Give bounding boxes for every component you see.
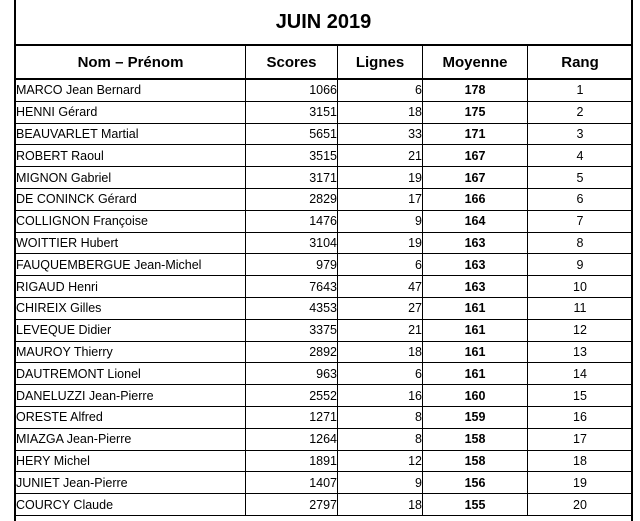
rank-cell: 1 (528, 79, 633, 101)
table-row (16, 450, 633, 472)
score-cell: 2829 (246, 188, 338, 210)
average-cell: 167 (423, 167, 528, 189)
lines-cell: 16 (338, 385, 423, 407)
table-row (16, 210, 633, 232)
score-cell: 1264 (246, 428, 338, 450)
lines-cell: 6 (338, 254, 423, 276)
lines-cell: 6 (338, 79, 423, 101)
average-cell: 155 (423, 494, 528, 516)
table-row (16, 254, 633, 276)
player-name: HENNI Gérard (16, 101, 246, 123)
score-cell: 2552 (246, 385, 338, 407)
average-cell: 158 (423, 428, 528, 450)
score-cell: 3375 (246, 319, 338, 341)
player-name: WOITTIER Hubert (16, 232, 246, 254)
header-lines: Lignes (338, 45, 423, 79)
lines-cell: 18 (338, 494, 423, 516)
header-name: Nom – Prénom (16, 45, 246, 79)
average-cell: 163 (423, 254, 528, 276)
rank-cell: 20 (528, 494, 633, 516)
average-cell: 159 (423, 406, 528, 428)
rank-cell: 5 (528, 167, 633, 189)
average-cell: 166 (423, 188, 528, 210)
score-cell: 1476 (246, 210, 338, 232)
table-row (16, 363, 633, 385)
player-name: COURCY Claude (16, 494, 246, 516)
average-cell: 161 (423, 341, 528, 363)
player-name: MARCO Jean Bernard (16, 79, 246, 101)
player-name: FAUQUEMBERGUE Jean-Michel (16, 254, 246, 276)
table-row (16, 319, 633, 341)
rank-cell: 2 (528, 101, 633, 123)
table-body (16, 79, 633, 515)
score-cell: 1066 (246, 79, 338, 101)
score-cell: 5651 (246, 123, 338, 145)
table-row (16, 297, 633, 319)
header-scores: Scores (246, 45, 338, 79)
score-cell: 1271 (246, 406, 338, 428)
player-name: RIGAUD Henri (16, 276, 246, 298)
lines-cell: 9 (338, 472, 423, 494)
table-row (16, 276, 633, 298)
rank-cell: 15 (528, 385, 633, 407)
table-row (16, 232, 633, 254)
score-cell: 979 (246, 254, 338, 276)
lines-cell: 12 (338, 450, 423, 472)
lines-cell: 27 (338, 297, 423, 319)
lines-cell: 47 (338, 276, 423, 298)
score-cell: 7643 (246, 276, 338, 298)
rank-cell: 4 (528, 145, 633, 167)
ranking-table (15, 44, 633, 516)
player-name: COLLIGNON Françoise (16, 210, 246, 232)
rank-cell: 7 (528, 210, 633, 232)
average-cell: 175 (423, 101, 528, 123)
average-cell: 163 (423, 276, 528, 298)
average-cell: 163 (423, 232, 528, 254)
average-cell: 167 (423, 145, 528, 167)
score-cell: 3104 (246, 232, 338, 254)
rank-cell: 9 (528, 254, 633, 276)
score-cell: 3171 (246, 167, 338, 189)
lines-cell: 18 (338, 341, 423, 363)
average-cell: 156 (423, 472, 528, 494)
lines-cell: 33 (338, 123, 423, 145)
score-cell: 2797 (246, 494, 338, 516)
rank-cell: 3 (528, 123, 633, 145)
table-row (16, 101, 633, 123)
lines-cell: 6 (338, 363, 423, 385)
average-cell: 161 (423, 363, 528, 385)
rank-cell: 16 (528, 406, 633, 428)
rank-cell: 18 (528, 450, 633, 472)
player-name: CHIREIX Gilles (16, 297, 246, 319)
score-cell: 3151 (246, 101, 338, 123)
player-name: DANELUZZI Jean-Pierre (16, 385, 246, 407)
table-row (16, 385, 633, 407)
rank-cell: 13 (528, 341, 633, 363)
score-cell: 1407 (246, 472, 338, 494)
page-title: JUIN 2019 (275, 10, 372, 33)
player-name: MIGNON Gabriel (16, 167, 246, 189)
table-row (16, 123, 633, 145)
player-name: HERY Michel (16, 450, 246, 472)
table-row (16, 188, 633, 210)
table-row (16, 494, 633, 516)
lines-cell: 19 (338, 167, 423, 189)
player-name: MAUROY Thierry (16, 341, 246, 363)
score-cell: 3515 (246, 145, 338, 167)
score-cell: 4353 (246, 297, 338, 319)
player-name: ORESTE Alfred (16, 406, 246, 428)
table-row (16, 79, 633, 101)
lines-cell: 21 (338, 319, 423, 341)
rank-cell: 10 (528, 276, 633, 298)
rank-cell: 14 (528, 363, 633, 385)
score-cell: 963 (246, 363, 338, 385)
table-row (16, 472, 633, 494)
player-name: ROBERT Raoul (16, 145, 246, 167)
average-cell: 160 (423, 385, 528, 407)
lines-cell: 18 (338, 101, 423, 123)
lines-cell: 17 (338, 188, 423, 210)
rank-cell: 8 (528, 232, 633, 254)
header-rank: Rang (528, 45, 633, 79)
score-cell: 1891 (246, 450, 338, 472)
average-cell: 158 (423, 450, 528, 472)
player-name: LEVEQUE Didier (16, 319, 246, 341)
rank-cell: 11 (528, 297, 633, 319)
table-row (16, 341, 633, 363)
average-cell: 164 (423, 210, 528, 232)
table-row (16, 145, 633, 167)
average-cell: 178 (423, 79, 528, 101)
lines-cell: 8 (338, 428, 423, 450)
score-cell: 2892 (246, 341, 338, 363)
rank-cell: 6 (528, 188, 633, 210)
average-cell: 161 (423, 297, 528, 319)
table-header (16, 45, 633, 79)
player-name: JUNIET Jean-Pierre (16, 472, 246, 494)
lines-cell: 9 (338, 210, 423, 232)
rank-cell: 17 (528, 428, 633, 450)
player-name: DAUTREMONT Lionel (16, 363, 246, 385)
player-name: DE CONINCK Gérard (16, 188, 246, 210)
table-row (16, 428, 633, 450)
lines-cell: 19 (338, 232, 423, 254)
lines-cell: 8 (338, 406, 423, 428)
rank-cell: 12 (528, 319, 633, 341)
header-row (16, 45, 633, 79)
table-row (16, 406, 633, 428)
player-name: BEAUVARLET Martial (16, 123, 246, 145)
header-average: Moyenne (423, 45, 528, 79)
average-cell: 161 (423, 319, 528, 341)
rank-cell: 19 (528, 472, 633, 494)
lines-cell: 21 (338, 145, 423, 167)
average-cell: 171 (423, 123, 528, 145)
table-row (16, 167, 633, 189)
player-name: MIAZGA Jean-Pierre (16, 428, 246, 450)
